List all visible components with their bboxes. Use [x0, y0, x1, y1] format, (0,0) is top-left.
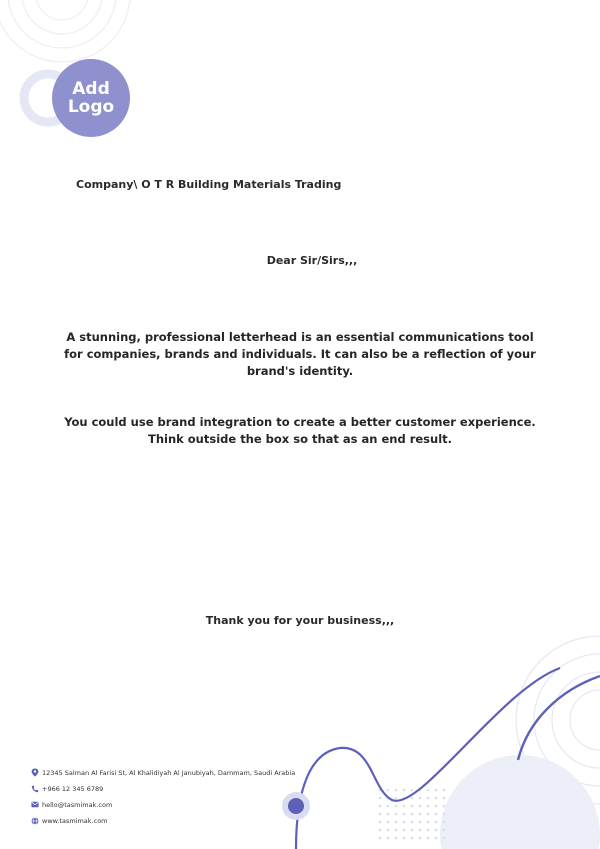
- top-left-rings: [0, 0, 130, 62]
- footer-contacts: [30, 766, 295, 830]
- add-logo-placeholder[interactable]: [52, 59, 130, 137]
- location-icon: [30, 768, 39, 777]
- phone-icon: [30, 784, 39, 793]
- footer-curve: [296, 668, 560, 849]
- bottom-right-rings: [516, 636, 600, 804]
- logo-line-2: Logo: [67, 97, 115, 117]
- website-text: www.tasmimak.com: [42, 816, 108, 825]
- company-name: Company\ O T R Building Materials Trading: [76, 178, 342, 191]
- logo-line-1: Add: [72, 79, 110, 99]
- right-arc: [518, 676, 600, 760]
- salutation: Dear Sir/Sirs,,,: [266, 254, 358, 267]
- email-row: [30, 798, 295, 811]
- body-paragraph-1: A stunning, professional letterhead is an essential communications tool for companies, brands and individuals. It can also be a reflection of your brand's identity.: [64, 330, 536, 378]
- email-text: hello@tasmimak.com: [42, 800, 113, 809]
- globe-icon: [30, 816, 39, 825]
- website-row: [30, 814, 295, 827]
- address-row: [30, 766, 295, 779]
- address-text: 12345 Salman Al Farisi St, Al Khalidiyah Al Janubiyah, Dammam, Saudi Arabia: [42, 768, 296, 777]
- phone-row: [30, 782, 295, 795]
- dot-pattern: [379, 789, 446, 840]
- closing-line: Thank you for your business,,,: [205, 614, 395, 627]
- email-icon: [30, 800, 39, 809]
- body-paragraph-2: You could use brand integration to create a better customer experience. Think outside the box so that as an end result.: [64, 415, 536, 446]
- phone-text: +966 12 345 6789: [42, 784, 104, 793]
- bottom-right-disc: [440, 755, 600, 849]
